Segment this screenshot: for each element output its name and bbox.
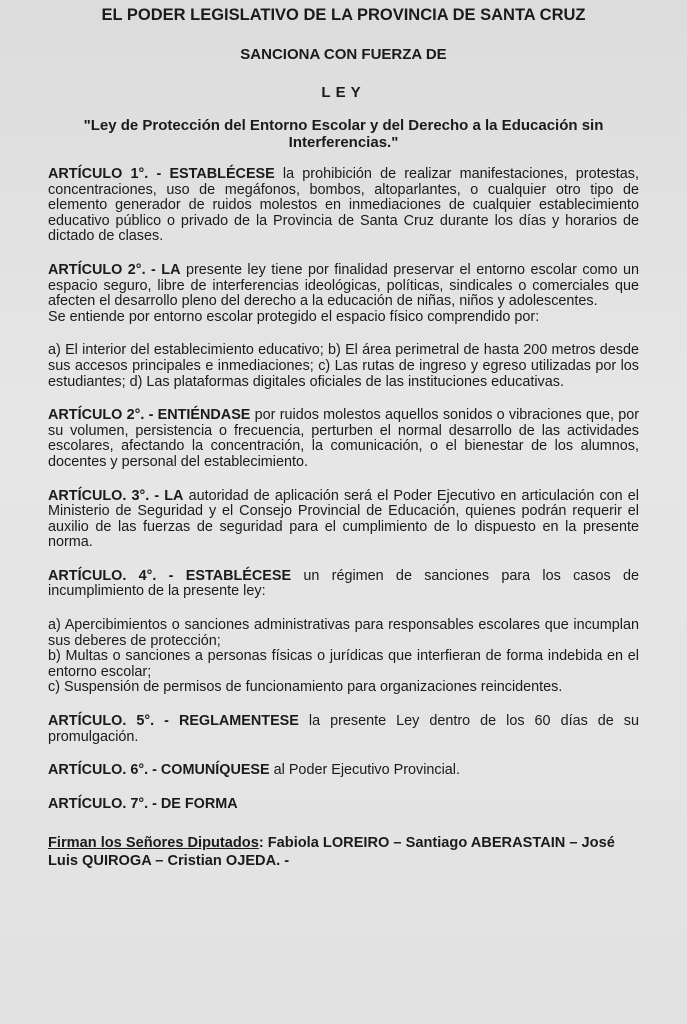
article-2 [48,263,639,310]
article-5 [48,714,639,745]
article-2b [48,408,639,470]
article-2-label: ARTÍCULO 2°. - [48,261,156,278]
article-1 [48,167,639,245]
law-title: "Ley de Protección del Entorno Escolar y del Derecho a la Educación sin Interferencias." [83,117,604,151]
article-2b-verb: ENTIÉNDASE [157,407,251,424]
law-heading: LEY [321,84,366,101]
article-3-label: ARTÍCULO. 3°. - [48,487,160,504]
article-1-label: ARTÍCULO 1°. - [48,166,162,182]
article-3-text: autoridad de aplicación será el Poder Ejecutivo en articulación con el Ministerio de Seguridad y el Consejo Provincial de Educación, quienes podrán requerir el auxilio de las fuerzas de seguridad para el cumplimiento de lo dispuesto en la presente norma. [48,487,639,551]
article-7-label: ARTÍCULO. 7°. - [48,795,157,812]
article-7 [48,797,639,813]
article-3-verb: LA [164,487,184,504]
article-4-item-b: b) Multas o sanciones a personas físicas o jurídicas que interfieran de forma indebida en el entorno escolar; [48,648,639,680]
article-7-verb: DE FORMA [160,795,238,812]
article-2-list: a) El interior del establecimiento educativo; b) El área perimetral de hasta 200 metros desde sus accesos principales e inmediaciones; c) Las rutas de ingreso y egreso utilizadas por los estudiantes; d) Las plataformas digitales oficiales de las instituciones educativas. [48,342,639,390]
signers-line [48,834,639,870]
article-2-definition: Se entiende por entorno escolar protegido el espacio físico comprendido por: [48,308,540,325]
article-6 [48,763,639,779]
article-2b-text: por ruidos molestos aquellos sonidos o vibraciones que, por su volumen, persistencia o frecuencia, perturben el normal desarrollo de las actividades escolares, afectando la concentración, la comunicación, o el bienestar de los alumnos, docentes y personal del establecimiento. [48,407,640,470]
article-2-text: presente ley tiene por finalidad preservar el entorno escolar como un espacio seguro, libre de interferencias ideológicas, políticas, sindicales o comerciales que afecten el desarrollo pleno del derecho a la educación de niñas, niños y adolescentes. [48,261,639,310]
sanction-heading: SANCIONA CON FUERZA DE [240,46,447,63]
article-2-verb: LA [161,261,181,278]
article-5-verb: REGLAMENTESE [178,713,299,730]
article-6-verb: COMUNÍQUESE [160,762,270,779]
article-4-text: un régimen de sanciones para los casos de incumplimiento de la presente ley: [48,567,640,600]
article-4-item-a: a) Apercibimientos o sanciones administrativas para responsables escolares que incumplan sus deberes de protección; [48,617,639,649]
article-3 [48,489,639,551]
article-6-text: al Poder Ejecutivo Provincial. [269,762,461,779]
article-4-verb: ESTABLÉCESE [185,567,292,584]
article-2b-label: ARTÍCULO 2°. - [48,407,154,424]
article-4-item-c: c) Suspensión de permisos de funcionamiento para organizaciones reincidentes. [48,679,563,696]
article-6-label: ARTÍCULO. 6°. - [48,762,157,779]
article-1-text: la prohibición de realizar manifestaciones, protestas, concentraciones, uso de megáfonos, bombos, altoparlantes, o cualquier otro tipo de elemento generador de ruidos molestos en inmediaciones de cualquier establecimiento educativo público o privado de la Provincia de Santa Cruz durante los días y horarios de dictado de clases. [48,166,639,245]
article-4-label: ARTÍCULO. 4°. - [48,567,174,584]
signers-names: : Fabiola LOREIRO – Santiago ABERASTAIN – José Luis QUIROGA – Cristian OJEDA. - [48,835,615,870]
signers-lead: Firman los Señores Diputados [48,835,259,852]
legislature-heading: EL PODER LEGISLATIVO DE LA PROVINCIA DE SANTA CRUZ [101,6,586,24]
article-1-verb: ESTABLÉCESE [169,166,275,182]
article-4 [48,569,639,600]
article-5-text: la presente Ley dentro de los 60 días de su promulgación. [48,713,640,745]
article-5-label: ARTÍCULO. 5°. - [48,713,169,730]
